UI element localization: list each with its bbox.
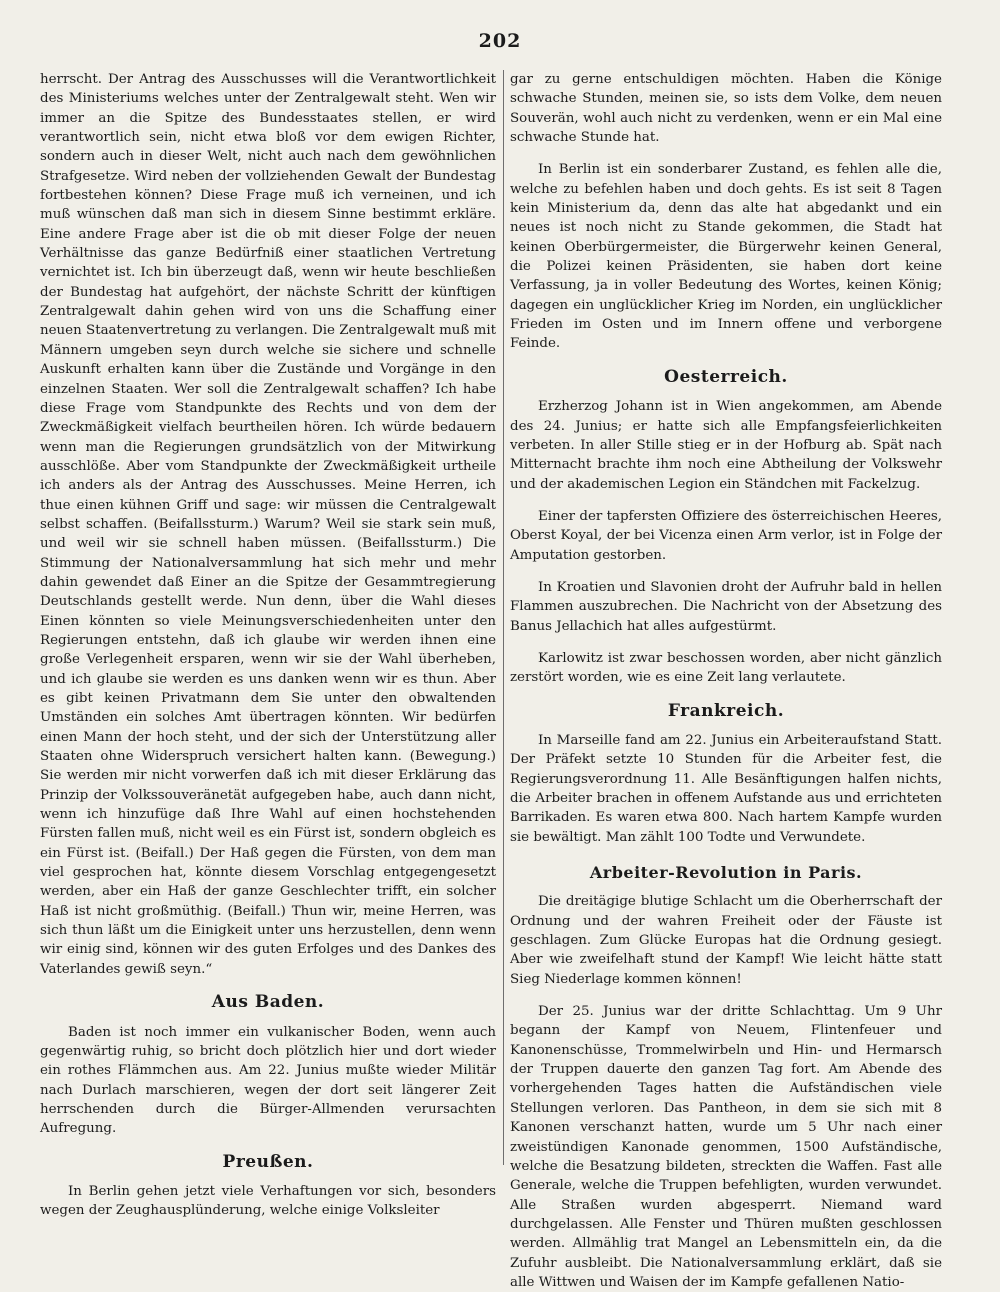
oesterreich-paragraph-2: Einer der tapfersten Offiziere des österreichischen Heeres, Oberst Koyal, der bei Vicenza einen Arm verlor, ist in Folge der Amputation gestorben. [510,508,942,563]
section-heading-baden: Aus Baden. [211,992,325,1013]
oesterreich-paragraph-1: Erzherzog Johann ist in Wien angekommen, am Abende des 24. Junius; er hatte sich alle Empfangsfeierlichkeiten verbeten. In aller Stille stieg er in der Hofburg ab. Spät nach Mitternacht brachte ihm noch eine Abtheilung der Volkswehr und der akademischen Legion ein Ständchen mit Fackelzug. [510,399,942,492]
section-heading-paris: Arbeiter-Revolution in Paris. [589,863,863,883]
paris-paragraph-1: Die dreitägige blutige Schlacht um die Oberherrschaft der Ordnung und der wahren Freiheit oder der Fäuste ist geschlagen. Zum Glücke Europas hat die Ordnung gesiegt. Aber wie zweifelhaft stund der Kampf! Wie leicht hätte statt Sieg Niederlage kommen können! [510,894,942,987]
baden-paragraph: Baden ist noch immer ein vulkanischer Boden, wenn auch gegenwärtig ruhig, so bricht doch plötzlich hier und dort wieder ein rothes Flämmchen aus. Am 22. Junius mußte wieder Militär nach Durlach marschieren, wegen der dort seit längerer Zeit herrschenden durch die Bürger-Allmenden verursachten Aufregung. [40,1024,496,1137]
section-heading-preussen: Preußen. [222,1151,314,1172]
preussen-paragraph: In Berlin gehen jetzt viele Verhaftungen vor sich, besonders wegen der Zeughausplünderung, welche einige Volksleiter [40,1183,496,1219]
paris-paragraph-2: Der 25. Junius war der dritte Schlachttag. Um 9 Uhr begann der Kampf von Neuem, Flintenfeuer und Kanonenschüsse, Trommelwirbeln und Hin- und Hermarsch der Truppen dauerte den ganzen Tag fort. Am Abende des vorhergehenden Tages hatten die Aufständischen viele Stellungen verloren. Das Pantheon, in dem sie sich mit 8 Kanonen verschanzt hatten, wurde um 5 Uhr nach einer zweistündigen Kanonade genommen, 1500 Aufständische, welche die Besatzung bildeten, streckten die Waffen. Fast alle Generale, welche die Truppen befehligten, wurden verwundet. Alle Straßen wurden abgesperrt. Niemand ward durchgelassen. Alle Fenster und Thüren mußten geschlossen werden. Allmählig trat Mangel an Lebensmitteln ein, da die Zufuhr ausbleibt. Die Nationalversammlung erklärt, daß sie alle Wittwen und Waisen der im Kampfe gefallenen Natio- [510,1004,942,1290]
preussen-continuation-paragraph: gar zu gerne entschuldigen möchten. Haben die Könige schwache Stunden, meinen sie, so ists dem Volke, dem neuen Souverän, wohl auch nicht zu verdenken, wenn er ein Mal eine schwache Stunde hat. [510,72,942,146]
right-column [510,70,942,1292]
oesterreich-paragraph-4: Karlowitz ist zwar beschossen worden, aber nicht gänzlich zerstört worden, wie es eine Zeit lang verlautete. [510,650,942,686]
left-column [40,70,496,1221]
section-heading-frankreich: Frankreich. [667,700,785,721]
column-divider [503,70,504,1165]
page-number: 202 [478,30,522,52]
frankreich-paragraph: In Marseille fand am 22. Junius ein Arbeiteraufstand Statt. Der Präfekt setzte 10 Stunden für die Arbeiter fest, die Regierungsverordnung 11. Alle Besänftigungen halfen nichts, die Arbeiter brachen in offenem Aufstande aus und errichteten Barrikaden. Es waren etwa 800. Nach hartem Kampfe wurden sie bewältigt. Man zählt 100 Todte und Verwundete. [510,732,942,845]
speech-continuation-paragraph: herrscht. Der Antrag des Ausschusses will die Verantwortlichkeit des Ministeriums welches unter der Zentralgewalt steht. Wen wir immer an die Spitze des Bundesstaates stellen, er wird verantwortlich sein, nicht etwa bloß vor dem ewigen Richter, sondern auch in dieser Welt, nicht auch nach dem gewöhnlichen Strafgesetze. Wird neben der vollziehenden Gewalt der Bundestag fortbestehen können? Diese Frage muß ich verneinen, und ich muß wünschen daß man sich in diesem Sinne bestimmt erkläre. Eine andere Frage aber ist die ob mit dieser Folge der neuen Verhältnisse das ganze Bedürfniß einer staatlichen Vertretung vernichtet ist. Ich bin überzeugt daß, wenn wir heute beschließen der Bundestag hat aufgehört, der nächste Schritt der künftigen Zentralgewalt dahin gehen wird von uns die Schaffung einer neuen Staatenvertretung zu verlangen. Die Zentralgewalt muß mit Männern umgeben seyn durch welche sie sichere und schnelle Auskunft erhalten kann über die Zustände und Vorgänge in den einzelnen Staaten. Wer soll die Zentralgewalt schaffen? Ich habe diese Frage vom Standpunkte des Rechts und von dem der Zweckmäßigkeit vielfach beurtheilen hören. Ich würde bedauern wenn man die Regierungen grundsätzlich von der Mitwirkung ausschlöße. Aber vom Standpunkte der Zweckmäßigkeit urtheile ich anders als der Antrag des Ausschusses. Meine Herren, ich thue einen kühnen Griff und sage: wir müssen die Centralgewalt selbst schaffen. (Beifallssturm.) Warum? Weil sie stark sein muß, und weil wir sie schnell haben müssen. (Beifallssturm.) Die Stimmung der Nationalversammlung hat sich mehr und mehr dahin gewendet daß Einer an die Spitze der Gesammtregierung Deutschlands gestellt werde. Nun denn, über die Wahl dieses Einen könnten so viele Meinungsverschiedenheiten unter den Regierungen entstehn, daß ich glaube wir werden ihnen eine große Verlegenheit ersparen, wenn wir sie der Wahl überheben, und ich glaube sie werden es uns danken wenn wir es thun. Aber es gibt keinen Privatmann dem Sie unter den obwaltenden Umständen ein solches Amt übertragen könnten. Wir bedürfen einen Mann der hoch steht, und der sich der Unterstützung aller Staaten ohne Widerspruch versichert halten kann. (Bewegung.) Sie werden mir nicht vorwerfen daß ich mit dieser Erklärung das Prinzip der Volkssouveränetät aufgegeben habe, auch dann nicht, wenn ich hinzufüge daß Ihre Wahl auf einen hochstehenden Fürsten fallen muß, nicht weil es ein Fürst ist, sondern obgleich es ein Fürst ist. (Beifall.) Der Haß gegen die Fürsten, von dem man viel gesprochen hat, könnte diesem Vorschlag entgegengesetzt werden, aber ein Haß der ganze Geschlechter trifft, ein solcher Haß ist nicht großmüthig. (Beifall.) Thun wir, meine Herren, was sich thun läßt um die Einigkeit unter uns herzustellen, denn wenn wir einig sind, können wir des guten Erfolges und des Dankes des Vaterlandes gewiß seyn.“ [40,72,496,977]
oesterreich-paragraph-3: In Kroatien und Slavonien droht der Aufruhr bald in hellen Flammen auszubrechen. Die Nachricht von der Absetzung des Banus Jellachich hat alles aufgestürmt. [510,579,942,634]
berlin-paragraph: In Berlin ist ein sonderbarer Zustand, es fehlen alle die, welche zu befehlen haben und doch gehts. Es ist seit 8 Tagen kein Ministerium da, denn das alte hat abgedankt und ein neues ist noch nicht zu Stande gekommen, die Stadt hat keinen Oberbürgermeister, die Bürgerwehr keinen General, die Polizei keinen Präsidenten, sie haben dort keine Verfassung, ja in voller Bedeutung des Wortes, keinen König; dagegen ein unglücklicher Krieg im Norden, ein unglücklicher Frieden im Osten und im Innern offene und verborgene Feinde. [510,162,942,352]
section-heading-oesterreich: Oesterreich. [664,366,788,387]
